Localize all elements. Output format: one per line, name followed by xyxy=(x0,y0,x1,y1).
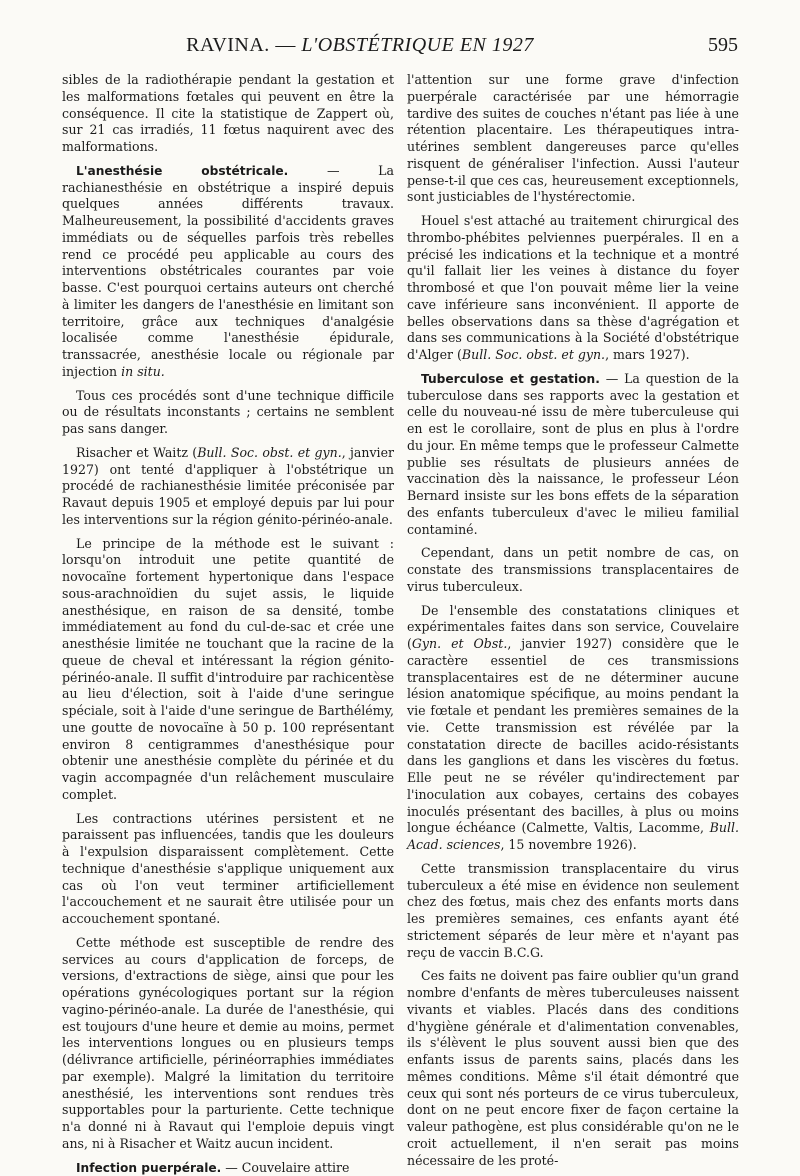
right-column xyxy=(407,72,739,1169)
right-paragraph-1: l'attention sur une forme grave d'infection puerpérale caractérisée par une hémorragie tardive des suites de couches n'étant pas liée à une rétention placentaire. Les thérapeutiques intra-utérines semblent dangereuses parce qu'elles risquent de généraliser l'infection. Aussi l'auteur pense-t-il que ces cas, heureusement exceptionnels, sont justiciables de l'hystérectomie. xyxy=(407,72,739,206)
right-paragraph-tuberculosis: Tuberculose et gestation. — La question de la tuberculose dans ses rapports avec la gestation et celle du nouveau-né issu de mère tuberculeuse qui en est le corollaire, sont de plus en plus à l'ordre du jour. En même temps que le professeur Calmette publie ses résultats de plusieurs années de vaccination dès la naissance, le professeur Léon Bernard insiste sur les bons effets de la séparation des enfants tuberculeux d'avec le milieu familial contaminé. xyxy=(407,371,739,539)
section-heading-tuberculosis: Tuberculose et gestation. xyxy=(421,372,600,386)
right-paragraph-6: Cette transmission transplacentaire du virus tuberculeux a été mise en évidence non seulement chez des fœtus, mais chez des enfants morts dans les premières semaines, ces enfants ayant été strictement séparés de leur mère et n'ayant pas reçu de vaccin B.C.G. xyxy=(407,861,739,962)
left-column xyxy=(62,72,394,1176)
left-paragraph-6: Les contractions utérines persistent et ne paraissent pas influencées, tandis que les douleurs à l'expulsion disparaissent complètement. Cette technique d'anesthésie s'applique uniquement aux cas où l'on veut terminer artificiellement l'accouchement et ne saurait être utilisée pour un accouchement spontané. xyxy=(62,811,394,928)
section-heading-anesthesia: L'anesthésie obstétricale. xyxy=(76,164,288,178)
left-paragraph-3: Tous ces procédés sont d'une technique difficile ou de résultats inconstants ; certains ne semblent pas sans danger. xyxy=(62,388,394,438)
left-paragraph-infection: Infection puerpérale. — Couvelaire attire xyxy=(62,1160,394,1176)
left-paragraph-5: Le principe de la méthode est le suivant : lorsqu'on introduit une petite quantité de novocaïne fortement hypertonique dans l'espace sous-arachnoïdien du sujet assis, le liquide anesthésique, en raison de sa densité, tombe immédiatement au fond du cul-de-sac et crée une anesthésie limitée ne touchant que la racine de la queue de cheval et intéressant la région génito-périnéo-anale. Il suffit d'introduire par rachicentèse au lieu d'élection, soit à l'aide d'une seringue spéciale, soit à l'aide d'une seringue de Barthélémy, une goutte de novocaïne à 50 p. 100 représentant environ 8 centigrammes d'anesthésique pour obtenir une anesthésie complète du périnée et du vagin accompagnée d'un relâchement musculaire complet. xyxy=(62,536,394,804)
left-paragraph-anesthesia: L'anesthésie obstétricale. — La rachianesthésie en obstétrique a inspiré depuis quelques années différents travaux. Malheureusement, la possibilité d'accidents graves immédiats ou de séquelles parfois très rebelles rend ce procédé peu applicable au cours des interventions obstétricales courantes par voie basse. C'est pourquoi certains auteurs ont cherché à limiter les dangers de l'anesthésie en limitant son territoire, grâce aux techniques d'analgésie localisée comme l'anesthésie épidurale, transsacrée, anesthésie locale ou régionale par injection in situ. xyxy=(62,163,394,381)
right-paragraph-2: Houel s'est attaché au traitement chirurgical des thrombo-phébites pelviennes puerpérales. Il en a précisé les indications et la technique et a montré qu'il fallait lier les veines à distance du foyer thrombosé et que l'on pouvait même lier la veine cave inférieure sans inconvénient. Il apporte de belles observations dans sa thèse d'agrégation et dans ses communications à la Société d'obstétrique d'Alger (Bull. Soc. obst. et gyn., mars 1927). xyxy=(407,213,739,364)
right-paragraph-4: Cependant, dans un petit nombre de cas, on constate des transmissions transplacentaires de virus tuberculeux. xyxy=(407,545,739,595)
header-separator: — xyxy=(275,34,296,56)
header-title: L'OBSTÉTRIQUE EN 1927 xyxy=(301,34,534,56)
right-paragraph-5: De l'ensemble des constatations cliniques et expérimentales faites dans son service, Couvelaire (Gyn. et Obst., janvier 1927) considère que le caractère essentiel de ces transmissions transplacentaires est de ne déterminer aucune lésion anatomique spécifique, au moins pendant la vie fœtale et pendant les premières semaines de la vie. Cette transmission est révélée par la constatation directe de bacilles acido-résistants dans les ganglions et dans les viscères du fœtus. Elle peut ne se révéler qu'indirectement par l'inoculation aux cobayes, certains des cobayes inoculés présentant des bacilles, à plus ou moins longue échéance (Calmette, Valtis, Lacomme, Bull. Acad. sciences, 15 novembre 1926). xyxy=(407,603,739,854)
running-header xyxy=(62,34,738,64)
header-author: RAVINA. xyxy=(186,34,270,56)
left-paragraph-1: sibles de la radiothérapie pendant la gestation et les malformations fœtales qui peuvent en être la conséquence. Il cite la statistique de Zappert où, sur 21 cas irradiés, 11 fœtus naquirent avec des malformations. xyxy=(62,72,394,156)
right-paragraph-7: Ces faits ne doivent pas faire oublier qu'un grand nombre d'enfants de mères tuberculeuses naissent vivants et viables. Placés dans des conditions d'hygiène générale et d'alimentation convenables, ils s'élèvent le plus souvent aussi bien que des enfants issus de parents sains, placés dans les mêmes conditions. Même s'il était démontré que ceux qui sont nés porteurs de ce virus tuberculeux, dont on ne peut encore fixer de façon certaine la valeur pathogène, est plus considérable qu'on ne le croit actuellement, il n'en serait pas moins nécessaire de les proté- xyxy=(407,968,739,1169)
running-head-title xyxy=(62,34,658,57)
page-number: 595 xyxy=(708,34,738,57)
left-paragraph-4: Risacher et Waitz (Bull. Soc. obst. et gyn., janvier 1927) ont tenté d'appliquer à l'obstétrique un procédé de rachianesthésie limitée préconisée par Ravaut depuis 1905 et employé depuis par lui pour les interventions sur la région génito-périnéo-anale. xyxy=(62,445,394,529)
left-paragraph-7: Cette méthode est susceptible de rendre des services au cours d'application de forceps, de versions, d'extractions de siège, ainsi que pour les opérations gynécologiques portant sur la région vagino-périnéo-anale. La durée de l'anesthésie, qui est toujours d'une heure et demie au moins, permet les interventions longues ou en plusieurs temps (délivrance artificielle, périnéorraphies immédiates par exemple). Malgré la limitation du territoire anesthésié, les interventions sont rendues très supportables pour la parturiente. Cette technique n'a donné ni à Ravaut qui l'emploie depuis vingt ans, ni à Risacher et Waitz aucun incident. xyxy=(62,935,394,1153)
section-heading-infection: Infection puerpérale. xyxy=(76,1161,221,1175)
